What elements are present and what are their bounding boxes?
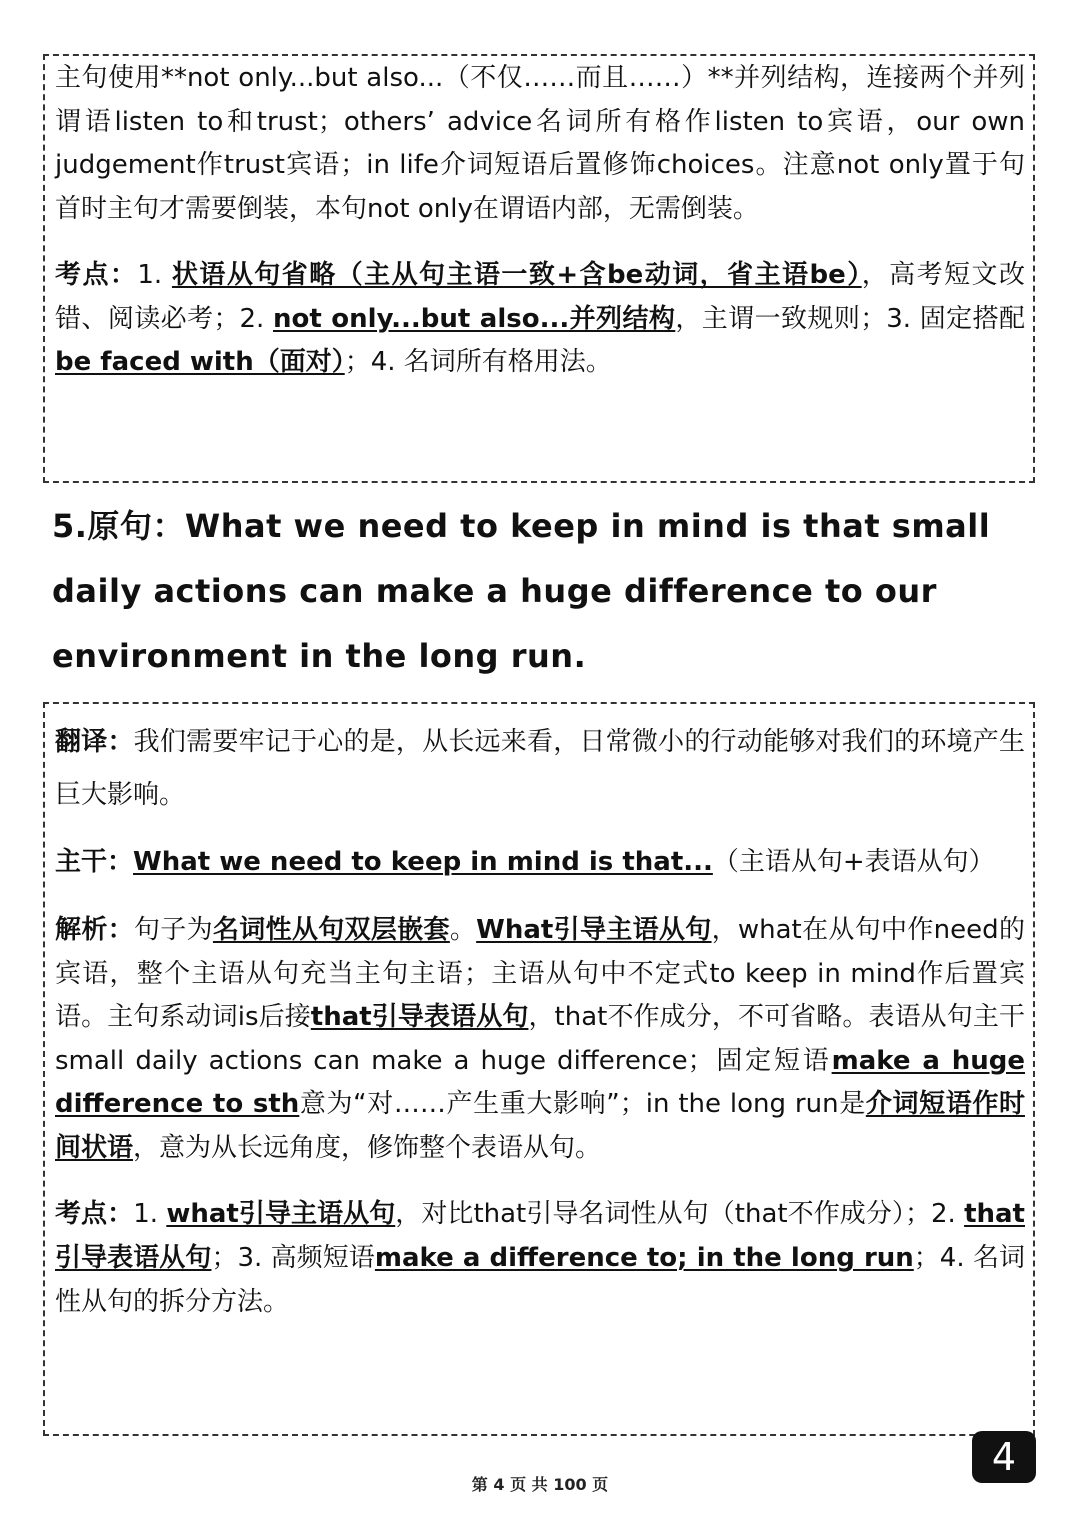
translation-label: 翻译： — [55, 727, 134, 757]
analysis-box-bottom — [43, 702, 1035, 1436]
analysis-text: ，that不作成分，不可省略。表语从句主干small daily actions can make a huge difference；固定短语 — [55, 1002, 1025, 1076]
analysis-underlined: 介词短语作时间状语 — [55, 1089, 1025, 1163]
main-structure-underlined: What we need to keep in mind is that... — [133, 847, 713, 877]
exam-points-label: 考点： — [55, 1199, 134, 1229]
analysis-underlined: 名词性从句双层嵌套 — [212, 915, 450, 945]
translation-text: 我们需要牢记于心的是，从长远来看，日常微小的行动能够对我们的环境产生巨大影响。 — [55, 727, 1025, 810]
analysis-label: 解析： — [55, 915, 134, 945]
exam-points-paragraph — [55, 254, 1025, 385]
exam-points-label: 考点： — [55, 260, 138, 290]
exam-point-underlined: be faced with（面对） — [55, 347, 345, 377]
analysis-text: ，意为从长远角度，修饰整个表语从句。 — [133, 1132, 602, 1163]
analysis-paragraph — [55, 909, 1025, 1170]
analysis-text: 句子为 — [133, 915, 213, 945]
exam-point-text: ；3. 高频短语 — [211, 1243, 375, 1273]
exam-point-text: 1. — [133, 1199, 167, 1229]
exam-point-text: ；4. 名词性从句的拆分方法。 — [55, 1243, 1026, 1317]
analysis-underlined: make a huge difference to sth — [55, 1045, 1025, 1119]
exam-point-underlined: not only...but also...并列结构 — [273, 303, 676, 334]
analysis-text: 意为“对……产生重大影响”；in the long run是 — [299, 1089, 866, 1119]
analysis-underlined: What引导主语从句 — [476, 915, 712, 945]
main-structure-paragraph — [55, 836, 1025, 889]
analysis-text: ，what在从句中作need的宾语，整个主语从句充当主句主语；主语从句中不定式to keep in mind作后置宾语。主句系动词is后接 — [55, 915, 1025, 1032]
page-footer: 第 4 页 共 100 页 — [471, 1475, 609, 1494]
translation-paragraph — [55, 704, 1025, 822]
analysis-text: 主句使用**not only...but also...（不仅……而且……）**并列结构，连接两个并列谓语listen to和trust；others’ advice名词所有格作listen to宾语，our own judgement作trust宾语；in life介词短语后置修饰choices。注意not only置于句首时主句才需要倒装，本句not only在谓语内部，无需倒装。 — [55, 63, 1025, 224]
exam-point-text: ，高考短文改错、阅读必考；2. — [55, 260, 1025, 334]
exam-points-paragraph — [55, 1192, 1025, 1324]
exam-point-underlined: what引导主语从句 — [166, 1199, 396, 1229]
analysis-paragraph — [55, 56, 1025, 231]
exam-point-text: ，对比that引导名词性从句（that不作成分）；2. — [395, 1199, 965, 1229]
exam-point-text: 1. — [137, 260, 172, 290]
exam-point-text: ，主谓一致规则；3. 固定搭配 — [675, 303, 1025, 334]
main-structure-text: （主语从句+表语从句） — [712, 847, 995, 877]
exam-point-underlined: 状语从句省略（主从句主语一致+含be动词，省主语be） — [171, 260, 862, 290]
exam-point-underlined: that引导表语从句 — [55, 1199, 1025, 1273]
exam-point-text: ；4. 名词所有格用法。 — [344, 347, 612, 377]
exam-point-underlined: make a difference to; in the long run — [374, 1243, 914, 1273]
analysis-text: 。 — [449, 915, 477, 945]
main-structure-label: 主干： — [55, 847, 134, 877]
original-sentence-heading: 5.原句：What we need to keep in mind is that small daily actions can make a huge difference to our environment in the long run. — [52, 507, 991, 675]
page-number-badge: 4 — [972, 1431, 1036, 1483]
analysis-underlined: that引导表语从句 — [310, 1002, 529, 1032]
analysis-box-top — [43, 54, 1035, 483]
